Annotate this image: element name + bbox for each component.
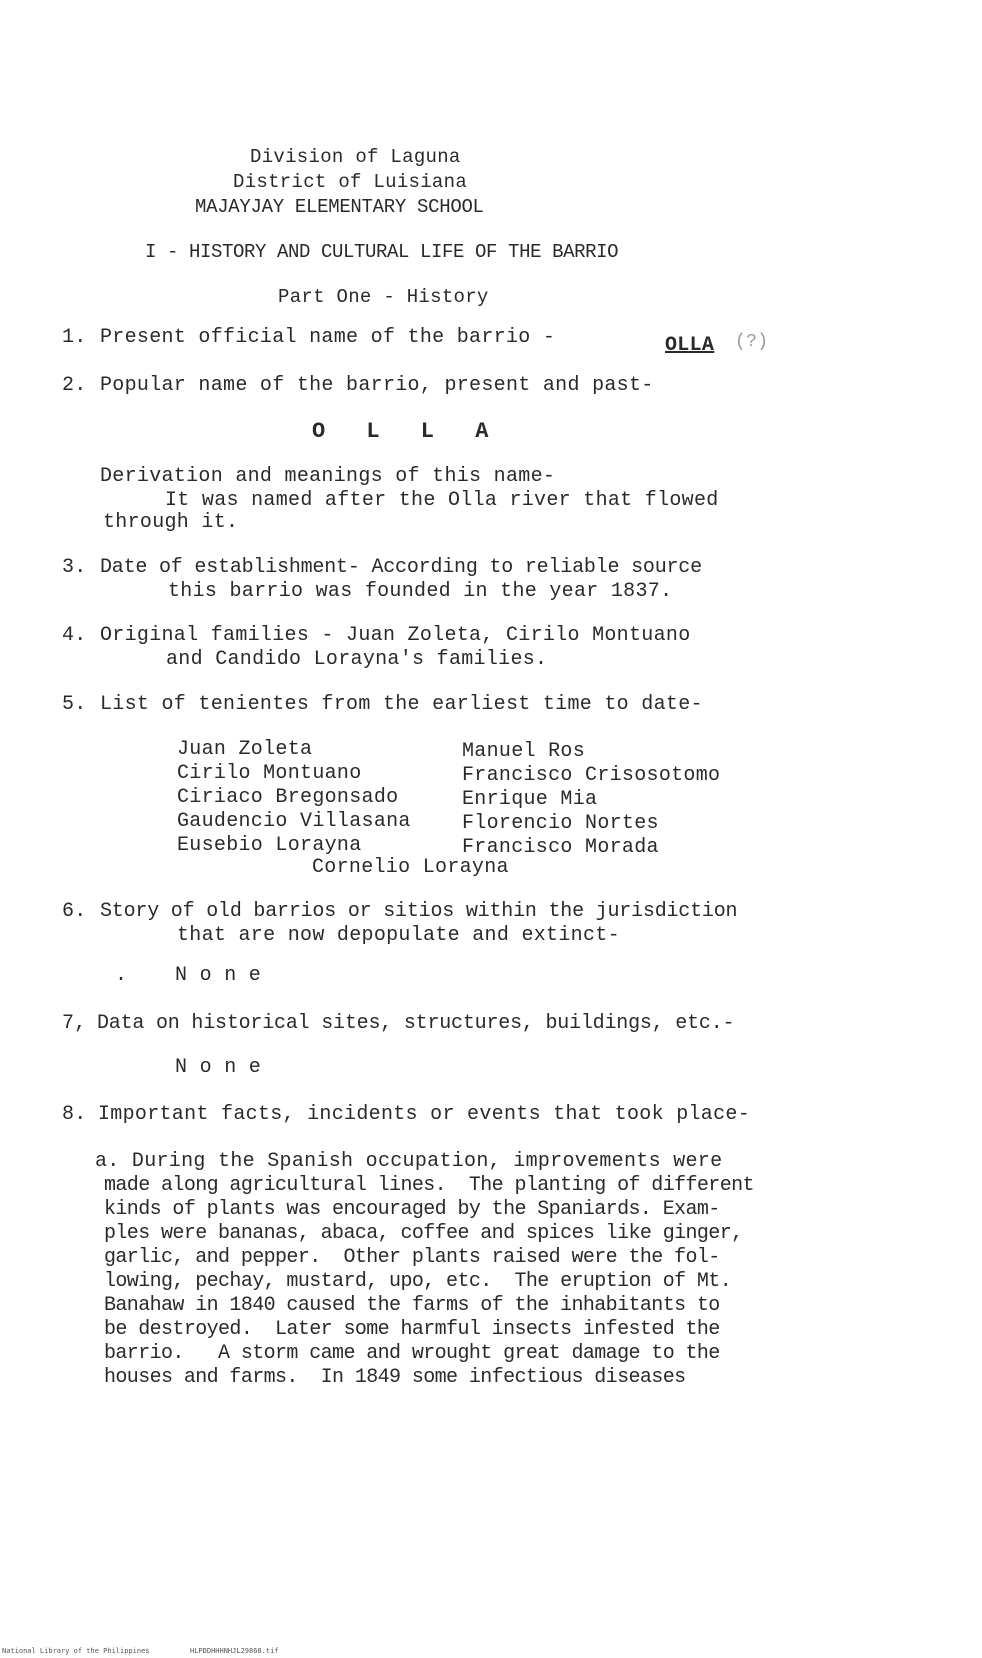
item-3-line-2: this barrio was founded in the year 1837. <box>168 580 673 603</box>
item-6-number: 6. <box>62 900 87 923</box>
item-8-paragraph-line-2: made along agricultural lines. The planting of different <box>104 1174 754 1197</box>
teniente-left-5: Eusebio Lorayna <box>177 834 362 857</box>
item-1-annotation: (?) <box>735 332 769 352</box>
part-title: Part One - History <box>278 286 489 308</box>
item-6-stray-mark: . <box>115 964 128 987</box>
item-7-question: Data on historical sites, structures, buildings, etc.- <box>97 1012 735 1035</box>
item-2-question: Popular name of the barrio, present and past- <box>100 374 654 397</box>
item-3-number: 3. <box>62 556 87 579</box>
teniente-left-3: Ciriaco Bregonsado <box>177 786 399 809</box>
district-heading: District of Luisiana <box>233 171 468 193</box>
item-8-paragraph-line-3: kinds of plants was encouraged by the Spaniards. Exam- <box>104 1198 720 1221</box>
item-2-number: 2. <box>62 374 87 397</box>
teniente-left-4: Gaudencio Villasana <box>177 810 411 833</box>
derivation-line-1: It was named after the Olla river that flowed <box>165 489 719 512</box>
division-heading: Division of Laguna <box>250 146 461 168</box>
item-8-paragraph-line-8: be destroyed. Later some harmful insects infested the <box>104 1318 720 1341</box>
teniente-left-2: Cirilo Montuano <box>177 762 362 785</box>
item-6-line-1: Story of old barrios or sitios within the jurisdiction <box>100 900 738 923</box>
teniente-right-4: Florencio Nortes <box>462 812 659 835</box>
item-8-paragraph-line-1: a. During the Spanish occupation, improvements were <box>95 1150 723 1173</box>
item-8-paragraph-line-5: garlic, and pepper. Other plants raised were the fol- <box>104 1246 720 1269</box>
item-8-paragraph-line-10: houses and farms. In 1849 some infectious diseases <box>104 1366 686 1389</box>
teniente-left-1: Juan Zoleta <box>177 738 313 761</box>
item-5-question: List of tenientes from the earliest time to date- <box>100 693 703 716</box>
item-8-paragraph-line-4: ples were bananas, abaca, coffee and spices like ginger, <box>104 1222 743 1245</box>
footer-library: National Library of the Philippines <box>2 1647 150 1655</box>
item-8-question: Important facts, incidents or events that took place- <box>98 1103 751 1126</box>
item-7-answer: N o n e <box>175 1056 262 1079</box>
item-2-answer: O L L A <box>312 419 503 444</box>
school-heading: MAJAYJAY ELEMENTARY SCHOOL <box>195 196 484 218</box>
teniente-right-5: Francisco Morada <box>462 836 659 859</box>
item-8-paragraph-line-7: Banahaw in 1840 caused the farms of the inhabitants to <box>104 1294 720 1317</box>
item-6-line-2: that are now depopulate and extinct- <box>177 924 620 947</box>
teniente-right-2: Francisco Crisosotomo <box>462 764 721 787</box>
item-7-number: 7, <box>62 1012 87 1035</box>
item-3-line-1: Date of establishment- According to reliable source <box>100 556 702 579</box>
section-title: I - HISTORY AND CULTURAL LIFE OF THE BARRIO <box>145 241 619 263</box>
item-4-number: 4. <box>62 624 87 647</box>
item-1-number: 1. <box>62 326 87 349</box>
item-1-answer: OLLA <box>665 334 715 357</box>
item-8-number: 8. <box>62 1103 87 1126</box>
teniente-last: Cornelio Lorayna <box>312 856 509 879</box>
teniente-right-1: Manuel Ros <box>462 740 586 763</box>
item-4-line-1: Original families - Juan Zoleta, Cirilo Montuano <box>100 624 691 647</box>
item-4-line-2: and Candido Lorayna's families. <box>166 648 548 671</box>
footer-file-id: HLPDDHHHNHJL29868.tif <box>190 1647 279 1655</box>
teniente-right-3: Enrique Mia <box>462 788 598 811</box>
derivation-label: Derivation and meanings of this name- <box>100 465 556 488</box>
item-8-paragraph-line-6: lowing, pechay, mustard, upo, etc. The eruption of Mt. <box>104 1270 732 1293</box>
item-5-number: 5. <box>62 693 87 716</box>
item-6-answer: N o n e <box>175 964 262 987</box>
item-1-question: Present official name of the barrio - <box>100 326 556 349</box>
derivation-line-2: through it. <box>103 511 239 534</box>
item-8-paragraph-line-9: barrio. A storm came and wrought great damage to the <box>104 1342 720 1365</box>
